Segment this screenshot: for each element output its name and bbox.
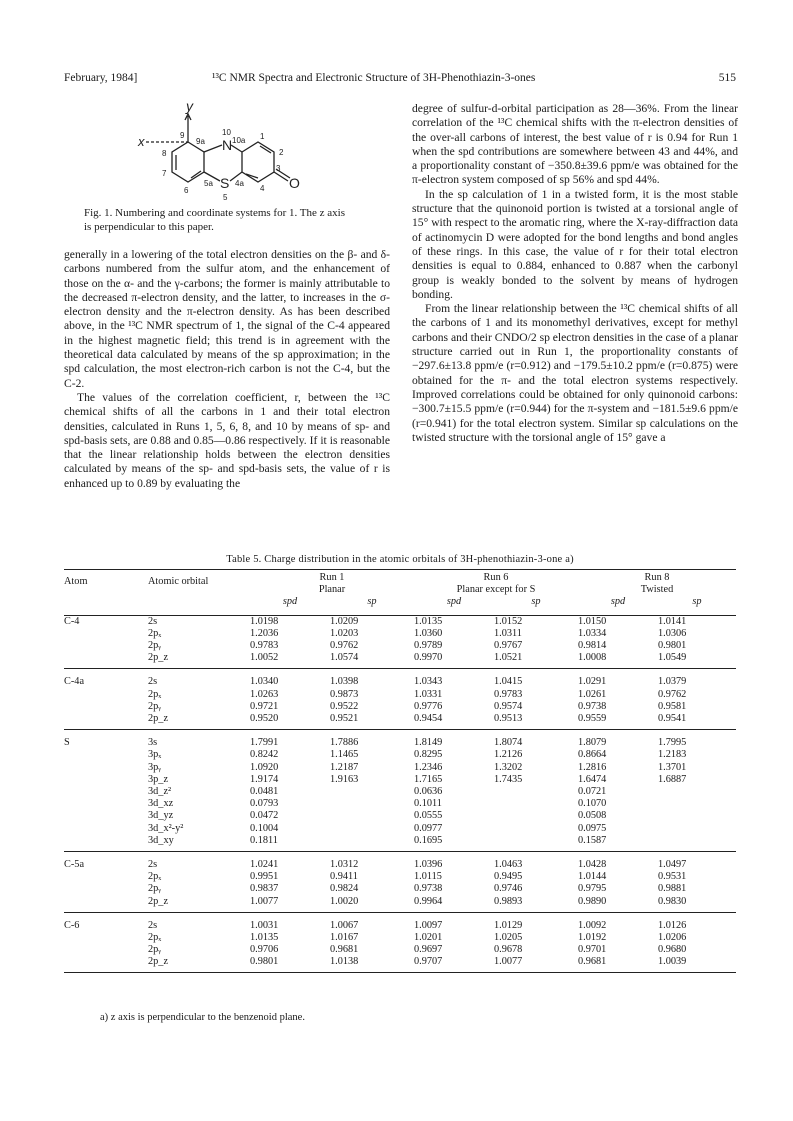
table-row — [64, 823, 736, 835]
phenothiazinone-structure-diagram — [134, 98, 334, 210]
value-cell: 0.0721 — [578, 786, 607, 798]
figure-caption: Fig. 1. Numbering and coordinate systems for 1. The z axis is perpendicular to this paper. — [84, 207, 345, 233]
atom-cell — [64, 762, 148, 774]
value-cell: 1.0097 — [414, 919, 443, 931]
value-cell: 0.9706 — [250, 944, 279, 956]
orbital-cell: 3d_x²-y² — [148, 822, 184, 834]
running-header — [64, 72, 736, 88]
value-cell: 0.9678 — [494, 944, 523, 956]
value-cell: 0.9738 — [578, 700, 607, 712]
value-cell: 1.8079 — [578, 737, 607, 749]
value-cell: 1.0574 — [330, 652, 359, 664]
value-cell: 0.9454 — [414, 713, 443, 725]
benzenoid-ring — [172, 142, 204, 182]
value-cell: 1.0192 — [578, 932, 607, 944]
value-cell: 1.0398 — [330, 676, 359, 688]
value-cell: 0.9581 — [658, 700, 687, 712]
label-9: 9 — [180, 131, 185, 140]
orbital-cell: 3pₓ — [148, 749, 162, 761]
charge-distribution-table — [64, 570, 736, 973]
atom-cell — [64, 774, 148, 786]
x-axis-label: x — [138, 134, 145, 149]
value-cell: 0.1070 — [578, 798, 607, 810]
value-cell: 1.0463 — [494, 859, 523, 871]
atom-cell: S — [64, 737, 70, 749]
value-cell: 0.9762 — [330, 640, 359, 652]
value-cell: 0.9837 — [250, 883, 279, 895]
col-subheader: sp — [494, 596, 578, 615]
label-8: 8 — [162, 149, 167, 158]
table-row — [64, 810, 736, 822]
value-cell — [330, 786, 414, 798]
value-cell: 1.0201 — [414, 932, 443, 944]
label-10a: 10a — [232, 136, 246, 145]
value-cell: 1.0379 — [658, 676, 687, 688]
value-cell: 0.9738 — [414, 883, 443, 895]
orbital-cell: 2pᵧ — [148, 640, 162, 652]
atom-cell — [64, 652, 148, 664]
label-5a: 5a — [204, 179, 213, 188]
quinonoid-ring — [242, 142, 274, 182]
col-header-run: Run 6 Planar except for S — [456, 572, 536, 596]
orbital-cell: 3d_yz — [148, 810, 174, 822]
orbital-cell: 2p_z — [148, 895, 169, 907]
atom-cell — [64, 810, 148, 822]
value-cell: 1.0343 — [414, 676, 443, 688]
table-row — [64, 689, 736, 701]
value-cell: 1.0152 — [494, 615, 523, 627]
value-cell: 1.7435 — [494, 773, 523, 785]
orbital-cell: 3d_xy — [148, 834, 174, 846]
value-cell: 0.1011 — [414, 798, 442, 810]
value-cell — [494, 835, 578, 847]
value-cell: 0.9541 — [658, 713, 687, 725]
orbital-cell: 2s — [148, 919, 158, 931]
value-cell: 1.0039 — [658, 956, 687, 968]
value-cell: 0.1587 — [578, 834, 607, 846]
paragraph: In the sp calculation of 1 in a twisted form, it is the most stable structure that the quinonoid portion is twisted at a torsional angle of 15° with respect to the aromatic ring, where the X-ray-diffraction data of actinomycin D were adopted for the bond lengths and bond angles of these rings. In this case, the value of r for their total electron densities is equal to 0.884, enhanced to 0.887 when the carbonyl group is weakly bonded to the solvent by means of hydrogen bonding. — [412, 187, 738, 301]
orbital-cell: 3p_z — [148, 773, 169, 785]
atom-cell: C-6 — [64, 919, 80, 931]
bond-9a-N — [204, 145, 222, 152]
value-cell: 1.7886 — [330, 737, 359, 749]
label-6: 6 — [184, 186, 189, 195]
table-row — [64, 852, 736, 872]
value-cell: 1.0135 — [250, 932, 279, 944]
orbital-cell: 2s — [148, 676, 158, 688]
orbital-cell: 2pₓ — [148, 688, 162, 700]
value-cell: 1.7165 — [414, 773, 443, 785]
table-row — [64, 932, 736, 944]
value-cell: 1.2346 — [414, 761, 443, 773]
label-4: 4 — [260, 184, 265, 193]
value-cell — [658, 810, 736, 822]
value-cell: 0.9681 — [330, 944, 359, 956]
value-cell: 0.9697 — [414, 944, 443, 956]
value-cell: 0.8242 — [250, 749, 279, 761]
label-4a: 4a — [235, 179, 244, 188]
col-header-run: Run 8 Twisted — [640, 572, 674, 596]
value-cell: 1.9174 — [250, 773, 279, 785]
value-cell: 1.0261 — [578, 688, 607, 700]
table-row — [64, 786, 736, 798]
value-cell: 1.0291 — [578, 676, 607, 688]
atom-cell — [64, 749, 148, 761]
value-cell: 1.8074 — [494, 737, 523, 749]
value-cell: 1.0360 — [414, 627, 443, 639]
table-row — [64, 669, 736, 689]
paragraph: degree of sulfur-d-orbital participation as 28—36%. From the linear correlation of the ¹³C chemical shifts with the π-electron densities of the over-all carbons of interest, the best value of r is 0.94 for Run 1 when the spd contributions are somewhere between 43 and 44%, and a proportionality constant of −350.8±39.6 ppm/e was obtained for the π-electron system composed of sp 56% and spd 44%. — [412, 102, 738, 187]
value-cell: 1.0521 — [494, 652, 523, 664]
table-row — [64, 701, 736, 713]
atom-cell — [64, 640, 148, 652]
value-cell: 0.9964 — [414, 895, 443, 907]
atom-cell: C-5a — [64, 859, 85, 871]
value-cell: 1.8149 — [414, 737, 443, 749]
y-axis-label: y — [186, 98, 193, 114]
value-cell: 0.9881 — [658, 883, 687, 895]
value-cell: 1.0334 — [578, 627, 607, 639]
col-subheader: spd — [578, 596, 658, 615]
paragraph: generally in a lowering of the total electron densities on the β- and δ-carbons numbered from the sulfur atom, and the enhancement of those on the α- and the γ-carbons; the former is mainly attributable to the decreased π-electron density, and the latter, to increases in the σ-electron density and the π-electron density. As has been described above, in the ¹³C NMR spectrum of 1, the signal of the C-4 appeared in the highest magnetic field; this trend is in agreement with the theoretical data calculated by means of the sp approximation; in the spd calculation, the most electron-rich carbon is not the C-4, but the C-2. — [64, 248, 390, 390]
atom-cell: C-4 — [64, 615, 80, 627]
value-cell: 0.0975 — [578, 822, 607, 834]
value-cell: 0.1695 — [414, 834, 443, 846]
value-cell: 0.9681 — [578, 956, 607, 968]
value-cell — [658, 835, 736, 847]
value-cell: 1.2816 — [578, 761, 607, 773]
atom-cell — [64, 713, 148, 725]
value-cell: 0.9701 — [578, 944, 607, 956]
value-cell: 0.9890 — [578, 895, 607, 907]
col-subheader: spd — [250, 596, 330, 615]
atom-cell — [64, 956, 148, 968]
value-cell: 1.2187 — [330, 761, 359, 773]
value-cell — [330, 810, 414, 822]
value-cell: 1.0077 — [250, 895, 279, 907]
atom-O: O — [289, 175, 300, 191]
table-row — [64, 896, 736, 908]
value-cell: 0.0636 — [414, 786, 443, 798]
value-cell: 0.8295 — [414, 749, 443, 761]
value-cell: 1.0077 — [494, 956, 523, 968]
value-cell: 1.3701 — [658, 761, 687, 773]
value-cell: 1.0138 — [330, 956, 359, 968]
value-cell: 0.9783 — [250, 640, 279, 652]
value-cell — [494, 810, 578, 822]
value-cell: 1.0312 — [330, 859, 359, 871]
value-cell: 0.9801 — [250, 956, 279, 968]
value-cell: 0.9795 — [578, 883, 607, 895]
value-cell: 0.9830 — [658, 895, 687, 907]
table-row — [64, 730, 736, 750]
value-cell: 1.0306 — [658, 627, 687, 639]
table-row — [64, 883, 736, 895]
atom-cell — [64, 786, 148, 798]
value-cell: 1.0396 — [414, 859, 443, 871]
value-cell: 1.9163 — [330, 773, 359, 785]
atom-N: N — [222, 137, 233, 153]
col-subheader: sp — [330, 596, 414, 615]
value-cell: 0.9746 — [494, 883, 523, 895]
atom-cell — [64, 701, 148, 713]
value-cell: 1.0428 — [578, 859, 607, 871]
value-cell: 1.1465 — [330, 749, 359, 761]
table-row — [64, 944, 736, 956]
value-cell: 1.0135 — [414, 615, 443, 627]
value-cell: 1.0144 — [578, 871, 607, 883]
value-cell: 0.0472 — [250, 810, 279, 822]
value-cell: 0.9767 — [494, 640, 523, 652]
orbital-cell: 3d_xz — [148, 798, 174, 810]
left-text-column — [64, 248, 390, 491]
value-cell: 0.9707 — [414, 956, 443, 968]
label-2: 2 — [279, 148, 284, 157]
value-cell: 1.0209 — [330, 615, 359, 627]
value-cell: 0.9970 — [414, 652, 443, 664]
label-7: 7 — [162, 169, 167, 178]
value-cell: 1.7991 — [250, 737, 279, 749]
table-caption: Table 5. Charge distribution in the atomic orbitals of 3H-phenothiazin-3-one a) — [226, 554, 574, 565]
col-header-run: Run 1 Planar — [318, 572, 346, 596]
value-cell: 0.0555 — [414, 810, 443, 822]
value-cell: 0.9680 — [658, 944, 687, 956]
value-cell: 1.0167 — [330, 932, 359, 944]
value-cell: 1.6887 — [658, 773, 687, 785]
orbital-cell: 2s — [148, 615, 158, 627]
value-cell: 1.0415 — [494, 676, 523, 688]
table-row — [64, 835, 736, 847]
value-cell: 0.9495 — [494, 871, 523, 883]
value-cell: 1.0031 — [250, 919, 279, 931]
col-header-atom: Atom — [64, 576, 88, 587]
table-row — [64, 749, 736, 761]
col-subheader: spd — [414, 596, 494, 615]
col-subheader: sp — [658, 596, 736, 615]
orbital-cell: 2p_z — [148, 713, 169, 725]
value-cell: 0.9762 — [658, 688, 687, 700]
value-cell — [494, 786, 578, 798]
bond-N-10a — [231, 145, 242, 152]
table-row — [64, 956, 736, 968]
value-cell: 0.9783 — [494, 688, 523, 700]
value-cell: 1.0141 — [658, 615, 687, 627]
value-cell: 1.0150 — [578, 615, 607, 627]
value-cell: 0.9721 — [250, 700, 279, 712]
value-cell — [658, 786, 736, 798]
orbital-cell: 2pᵧ — [148, 700, 162, 712]
table-row — [64, 762, 736, 774]
label-9a: 9a — [196, 137, 205, 146]
value-cell — [330, 798, 414, 810]
atom-cell — [64, 628, 148, 640]
value-cell: 0.9411 — [330, 871, 358, 883]
value-cell: 1.0115 — [414, 871, 442, 883]
table-footnote: a) z axis is perpendicular to the benzenoid plane. — [100, 1012, 305, 1023]
carbonyl-bond — [274, 172, 288, 181]
value-cell: 1.0340 — [250, 676, 279, 688]
orbital-cell: 2pₓ — [148, 627, 162, 639]
label-10: 10 — [222, 128, 231, 137]
value-cell: 0.0508 — [578, 810, 607, 822]
value-cell: 1.2183 — [658, 749, 687, 761]
atom-cell — [64, 823, 148, 835]
table-row — [64, 628, 736, 640]
value-cell — [658, 823, 736, 835]
atom-cell — [64, 798, 148, 810]
table-row — [64, 871, 736, 883]
atom-cell — [64, 896, 148, 908]
label-1: 1 — [260, 132, 265, 141]
table-row — [64, 652, 736, 664]
value-cell: 1.0206 — [658, 932, 687, 944]
value-cell: 0.9574 — [494, 700, 523, 712]
value-cell: 0.9776 — [414, 700, 443, 712]
value-cell: 1.0205 — [494, 932, 523, 944]
page-number: 515 — [718, 72, 736, 84]
atom-S: S — [220, 175, 230, 191]
right-text-column — [412, 102, 738, 445]
value-cell: 0.9873 — [330, 688, 359, 700]
value-cell: 0.9893 — [494, 895, 523, 907]
atom-cell — [64, 883, 148, 895]
atom-cell — [64, 871, 148, 883]
table-row — [64, 798, 736, 810]
value-cell: 1.0020 — [330, 895, 359, 907]
value-cell: 0.9824 — [330, 883, 359, 895]
orbital-cell: 2pₓ — [148, 871, 162, 883]
table-header-row — [64, 570, 736, 596]
value-cell: 0.1811 — [250, 834, 278, 846]
orbital-cell: 3d_z² — [148, 786, 172, 798]
value-cell: 1.0126 — [658, 919, 687, 931]
value-cell: 1.2126 — [494, 749, 523, 761]
atom-cell — [64, 689, 148, 701]
value-cell: 1.3202 — [494, 761, 523, 773]
value-cell: 0.9559 — [578, 713, 607, 725]
value-cell: 0.9522 — [330, 700, 359, 712]
value-cell: 0.1004 — [250, 822, 279, 834]
orbital-cell: 3pᵧ — [148, 761, 162, 773]
orbital-cell: 3s — [148, 737, 158, 749]
value-cell: 0.9801 — [658, 640, 687, 652]
value-cell: 1.0198 — [250, 615, 279, 627]
value-cell: 0.0481 — [250, 786, 279, 798]
value-cell: 0.9951 — [250, 871, 279, 883]
table-row — [64, 774, 736, 786]
value-cell: 0.8664 — [578, 749, 607, 761]
value-cell: 1.0052 — [250, 652, 279, 664]
table-subheader-row — [64, 596, 736, 615]
value-cell — [494, 823, 578, 835]
table-bottom-rule — [64, 969, 736, 973]
value-cell: 1.0331 — [414, 688, 443, 700]
value-cell — [658, 798, 736, 810]
orbital-cell: 2p_z — [148, 956, 169, 968]
atom-cell: C-4a — [64, 676, 85, 688]
value-cell: 1.2036 — [250, 627, 279, 639]
col-header-orbital: Atomic orbital — [148, 576, 209, 587]
table-row — [64, 615, 736, 628]
value-cell — [330, 835, 414, 847]
value-cell: 0.9814 — [578, 640, 607, 652]
atom-cell — [64, 932, 148, 944]
value-cell — [330, 823, 414, 835]
value-cell: 1.0008 — [578, 652, 607, 664]
value-cell: 0.0793 — [250, 798, 279, 810]
label-3: 3 — [276, 164, 281, 173]
label-5: 5 — [223, 193, 228, 202]
value-cell: 1.0311 — [494, 627, 522, 639]
value-cell: 1.0067 — [330, 919, 359, 931]
orbital-cell: 2p_z — [148, 652, 169, 664]
orbital-cell: 2pᵧ — [148, 944, 162, 956]
table-row — [64, 640, 736, 652]
value-cell: 0.9789 — [414, 640, 443, 652]
value-cell: 1.0129 — [494, 919, 523, 931]
value-cell: 0.9513 — [494, 713, 523, 725]
table-row — [64, 713, 736, 725]
value-cell: 1.0263 — [250, 688, 279, 700]
value-cell: 1.0203 — [330, 627, 359, 639]
value-cell: 0.9521 — [330, 713, 359, 725]
value-cell: 1.0092 — [578, 919, 607, 931]
value-cell: 0.9531 — [658, 871, 687, 883]
orbital-cell: 2pₓ — [148, 932, 162, 944]
value-cell: 1.0920 — [250, 761, 279, 773]
value-cell — [494, 798, 578, 810]
atom-cell — [64, 835, 148, 847]
figure-1-structure — [134, 98, 334, 210]
header-date: February, 1984] — [64, 72, 138, 84]
atom-cell — [64, 944, 148, 956]
value-cell: 1.7995 — [658, 737, 687, 749]
orbital-cell: 2pᵧ — [148, 883, 162, 895]
table-row — [64, 912, 736, 932]
value-cell: 1.0549 — [658, 652, 687, 664]
value-cell: 0.0977 — [414, 822, 443, 834]
orbital-cell: 2s — [148, 859, 158, 871]
value-cell: 1.0497 — [658, 859, 687, 871]
paragraph: From the linear relationship between the ¹³C chemical shifts of all the carbons of 1 and its monomethyl derivatives, except for methyl carbons and their CNDO/2 sp electron densities in the case of a planar structure carried out in Run 1, the proportionality constants of −297.6±13.8 ppm/e (r=0.912) and −179.5±10.2 ppm/e (r=0.875) were obtained for the π- and the total electron systems respectively. Improved correlations could be obtained for only quinonoid carbons: −300.7±15.5 ppm/e (r=0.944) for the π-system and −181.5±9.6 ppm/e (r=0.941) for the total electron system. Similar sp calculations on the twisted structure with the torsional angle of 15° gave a — [412, 302, 738, 444]
header-title: ¹³C NMR Spectra and Electronic Structure of 3H-Phenothiazin-3-ones — [212, 72, 536, 84]
value-cell: 1.6474 — [578, 773, 607, 785]
paragraph: The values of the correlation coefficient, r, between the ¹³C chemical shifts of all the carbons in 1 and their total electron densities, calculated in Runs 1, 5, 6, 8, and 10 by means of sp- and spd-basis sets, are 0.88 and 0.85—0.86 respectively. If it is reasonable that the linear relationship holds between the electron densities calculated by means of the sp- and spd-basis sets, the value of r is enhanced up to 0.89 by evaluating the — [64, 390, 390, 490]
value-cell: 1.0241 — [250, 859, 279, 871]
value-cell: 0.9520 — [250, 713, 279, 725]
